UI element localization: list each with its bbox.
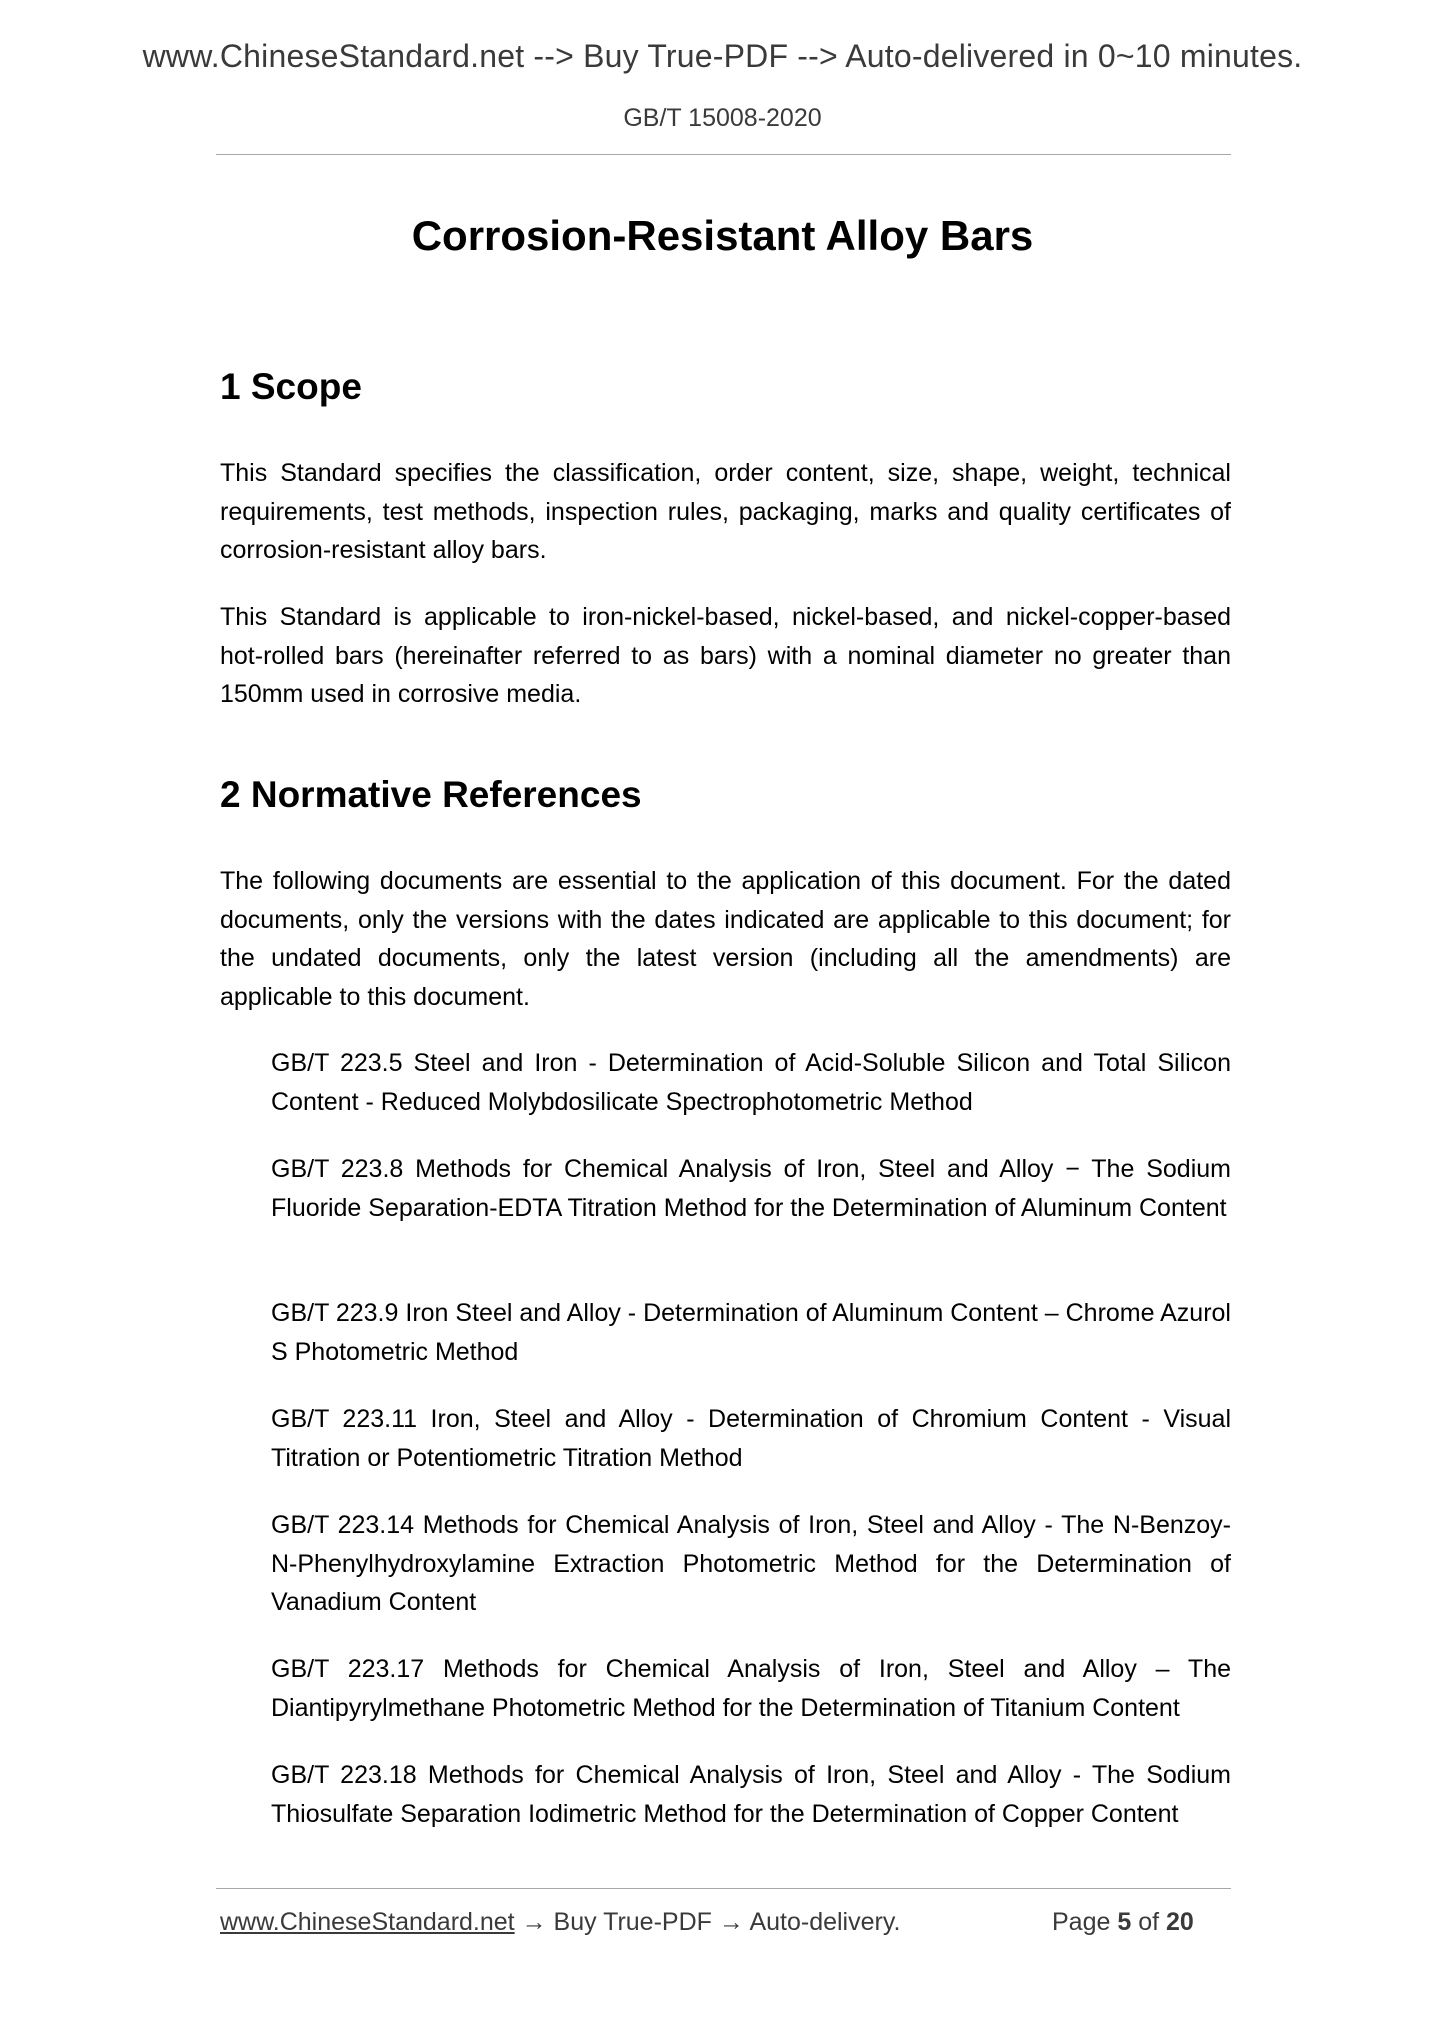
total-pages: 20 [1166, 1908, 1194, 1936]
header-divider [216, 154, 1231, 155]
references-intro-paragraph: The following documents are essential to the application of this document. For the dated documents, only the versions with the dates indicated are applicable to this document; for the undated documents, only the latest version (including all the amendments) are applicable to this document. [220, 867, 1231, 1011]
footer-divider [216, 1888, 1231, 1889]
reference-item: GB/T 223.11 Iron, Steel and Alloy - Determination of Chromium Content - Visual Titration or Potentiometric Titration Method [271, 1405, 1231, 1472]
of-label: of [1138, 1908, 1160, 1936]
footer-site-link[interactable]: www.ChineseStandard.net [220, 1908, 515, 1936]
document-title: Corrosion-Resistant Alloy Bars [411, 212, 1034, 259]
page-number: 5 [1117, 1908, 1132, 1936]
arrow-right-icon: → [521, 1908, 547, 1936]
reference-item: GB/T 223.18 Methods for Chemical Analysis of Iron, Steel and Alloy - The Sodium Thiosulfate Separation Iodimetric Method for the Determination of Copper Content [271, 1761, 1231, 1828]
section-heading-scope: 1 Scope [220, 366, 362, 407]
top-banner: www.ChineseStandard.net --> Buy True-PDF --> Auto-delivered in 0~10 minutes. [142, 38, 1303, 74]
arrow-right-icon: → [718, 1908, 744, 1936]
scope-paragraph-1: This Standard specifies the classification, order content, size, shape, weight, technical requirements, test methods, inspection rules, packaging, marks and quality certificates of corrosion-resistant alloy bars. [220, 459, 1231, 564]
reference-item: GB/T 223.17 Methods for Chemical Analysis of Iron, Steel and Alloy – The Diantipyrylmethane Photometric Method for the Determination of Titanium Content [271, 1655, 1231, 1722]
footer-links [220, 1908, 900, 1937]
footer-delivery-text: Auto-delivery. [749, 1908, 901, 1936]
page-indicator [1052, 1908, 1194, 1937]
reference-item: GB/T 223.5 Steel and Iron - Determination of Acid-Soluble Silicon and Total Silicon Content - Reduced Molybdosilicate Spectrophotometric Method [271, 1049, 1231, 1116]
reference-item: GB/T 223.8 Methods for Chemical Analysis of Iron, Steel and Alloy − The Sodium Fluoride Separation-EDTA Titration Method for the Determination of Aluminum Content [271, 1155, 1231, 1222]
reference-item: GB/T 223.14 Methods for Chemical Analysis of Iron, Steel and Alloy - The N-Benzoy-N-Phenylhydroxylamine Extraction Photometric Method for the Determination of Vanadium Content [271, 1511, 1231, 1616]
standard-code: GB/T 15008-2020 [623, 104, 822, 132]
scope-paragraph-2: This Standard is applicable to iron-nickel-based, nickel-based, and nickel-copper-based hot-rolled bars (hereinafter referred to as bars) with a nominal diameter no greater than 150mm used in corrosive media. [220, 603, 1231, 708]
footer-buy-text: Buy True-PDF [553, 1908, 712, 1936]
page-label: Page [1052, 1908, 1111, 1936]
section-heading-normative-references: 2 Normative References [220, 774, 642, 815]
reference-item: GB/T 223.9 Iron Steel and Alloy - Determination of Aluminum Content – Chrome Azurol S Photometric Method [271, 1299, 1231, 1366]
